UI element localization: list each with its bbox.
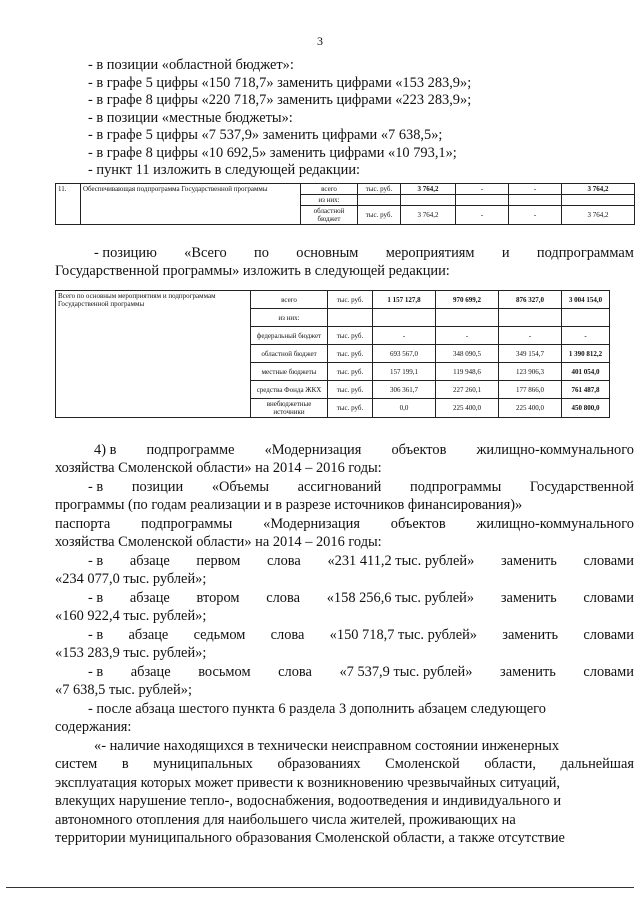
word: слова — [270, 627, 305, 643]
word: «Модернизация — [263, 516, 360, 532]
word: Государственной — [529, 479, 634, 495]
word: образованиях — [277, 756, 361, 772]
word: - в — [88, 479, 104, 495]
word: словами — [583, 627, 634, 643]
text-line-l19: эксплуатация которых может привести к возникновению чрезвычайных ситуаций, — [55, 775, 561, 791]
word: жилищно-коммунального — [476, 442, 634, 458]
word: словами — [583, 664, 634, 680]
table-row: областной бюджет тыс. руб. 693 567,0 348 090,5 349 154,7 1 390 812,2 — [56, 345, 610, 363]
table-row: федеральный бюджет тыс. руб. - - - - — [56, 327, 610, 345]
word: словами — [583, 553, 634, 569]
word: заменить — [500, 590, 557, 606]
word: систем — [55, 756, 98, 772]
word: подпрограммы — [410, 479, 502, 495]
list-item: - в графе 8 цифры «220 718,7» заменить цифрами «223 283,9»; — [88, 92, 472, 108]
text-line-l22: территории муниципального образования Смоленской области, а также отсутствие — [55, 830, 565, 846]
word: заменить — [502, 627, 559, 643]
text-line-l17: «- наличие находящихся в технически неисправном состоянии инженерных — [94, 738, 560, 754]
word: - в — [88, 627, 104, 643]
word: слова — [267, 553, 301, 569]
text-line-l5 — [55, 516, 634, 533]
word: позиции — [131, 479, 184, 495]
para2-line2: Государственной программы» изложить в следующей редакции: — [55, 263, 450, 279]
word: 4) в — [94, 442, 117, 458]
word: объектов — [390, 516, 446, 532]
table-row: внебюджетные источники тыс. руб. 0,0 225 400,0 225 400,0 450 800,0 — [56, 399, 610, 418]
text-line-l4: программы (по годам реализации и в разрезе источников финансирования)» — [55, 497, 523, 513]
text-line-l10: «160 922,4 тыс. рублей»; — [55, 608, 207, 624]
word: восьмом — [198, 664, 251, 680]
list-item: - в графе 8 цифры «10 692,5» заменить цифрами «10 793,1»; — [88, 144, 457, 161]
word: словами — [583, 590, 634, 606]
word: абзаце — [128, 627, 169, 643]
word: слова — [278, 664, 312, 680]
text-line-l9 — [88, 590, 634, 607]
text-line-l12: «153 283,9 тыс. рублей»; — [55, 645, 207, 661]
word: «158 256,6 тыс. рублей» — [326, 590, 475, 606]
word: мероприятиям — [385, 245, 475, 261]
word: - в — [88, 590, 104, 606]
text-line-l11 — [88, 627, 634, 644]
table-row: областной бюджет тыс. руб. 3 764,2 - - 3 764,2 — [56, 206, 635, 225]
word: подпрограммы — [141, 516, 233, 532]
table-subprogram-11 — [55, 183, 635, 225]
word: области, — [484, 756, 536, 772]
word: в — [121, 756, 129, 772]
word: слова — [266, 590, 300, 606]
text-line-l2: хозяйства Смоленской области» на 2014 – 2016 годы: — [55, 460, 382, 476]
text-line-l20: влекущих нарушение тепло-, водоснабжения, водоотведения и индивидуального и — [55, 793, 562, 809]
list-item: - в графе 5 цифры «150 718,7» заменить цифрами «153 283,9»; — [88, 74, 472, 91]
table-row: Всего по основным мероприятиям и подпрограммам Государственной программы всего тыс. руб. 1 157 127,8 970 699,2 876 327,0 3 004 154,0 — [56, 291, 610, 309]
text-line-l21: автономного отопления для наибольшего числа жителей, проживающих на — [55, 812, 516, 828]
word: подпрограммам — [536, 245, 634, 261]
list-item: - в графе 5 цифры «7 537,9» заменить цифрами «7 638,5»; — [88, 127, 443, 143]
word: «Всего — [184, 245, 227, 261]
text-line-l3 — [88, 479, 634, 496]
word: паспорта — [55, 516, 111, 532]
word: основным — [296, 245, 359, 261]
text-line-l6: хозяйства Смоленской области» на 2014 – 2016 годы: — [55, 534, 382, 550]
list-item: - пункт 11 изложить в следующей редакции: — [88, 162, 361, 178]
word: абзаце — [129, 553, 170, 569]
list-item: - в позиции «областной бюджет»: — [88, 57, 294, 73]
word: Смоленской — [385, 756, 460, 772]
word: - в — [88, 553, 104, 569]
word: «Объемы — [211, 479, 269, 495]
word: муниципальных — [153, 756, 253, 772]
table-row: 11. Обеспечивающая подпрограмма Государственной программы всего тыс. руб. 3 764,2 - - 3 764,2 — [56, 184, 635, 195]
row-name: Обеспечивающая подпрограмма Государственной программы — [81, 184, 301, 225]
word: ассигнований — [297, 479, 382, 495]
word: - позицию — [94, 245, 157, 261]
word: «231 411,2 тыс. рублей» — [327, 553, 475, 569]
word: заменить — [500, 553, 557, 569]
word: по — [254, 245, 269, 261]
word: первом — [196, 553, 241, 569]
word: жилищно-коммунального — [476, 516, 634, 532]
word: подпрограмме — [146, 442, 235, 458]
word: «Модернизация — [264, 442, 362, 458]
word: - в — [88, 664, 104, 680]
word: седьмом — [193, 627, 246, 643]
word: объектов — [391, 442, 447, 458]
table-row: местные бюджеты тыс. руб. 157 199,1 119 948,6 123 906,3 401 054,0 — [56, 363, 610, 381]
table-row: из них: — [56, 195, 635, 206]
para2-line1 — [94, 245, 634, 262]
text-line-l18 — [55, 756, 634, 773]
word: и — [501, 245, 510, 261]
page-number: 3 — [317, 34, 323, 48]
word: абзаце — [130, 664, 171, 680]
word: «150 718,7 тыс. рублей» — [329, 627, 478, 643]
table-total-programs — [55, 290, 610, 418]
word: «7 537,9 тыс. рублей» — [339, 664, 473, 680]
text-line-l14: «7 638,5 тыс. рублей»; — [55, 682, 192, 698]
list-item: - в позиции «местные бюджеты»: — [88, 109, 293, 126]
table-row: из них: — [56, 309, 610, 327]
table-row: средства Фонда ЖКХ тыс. руб. 306 361,7 227 260,1 177 866,0 761 487,8 — [56, 381, 610, 399]
word: дальнейшая — [560, 756, 634, 772]
word: втором — [196, 590, 240, 606]
text-line-l1 — [94, 442, 634, 459]
text-line-l13 — [88, 664, 634, 681]
text-line-l16: содержания: — [55, 719, 132, 735]
row-name: Всего по основным мероприятиям и подпрограммам Государственной программы — [56, 291, 251, 418]
text-line-l15: - после абзаца шестого пункта 6 раздела 3 дополнить абзацем следующего — [88, 701, 546, 717]
word: заменить — [500, 664, 556, 680]
text-line-l7 — [88, 553, 634, 570]
bottom-rule — [6, 887, 634, 888]
text-line-l8: «234 077,0 тыс. рублей»; — [55, 571, 207, 587]
row-number: 11. — [56, 184, 81, 225]
word: абзаце — [129, 590, 170, 606]
